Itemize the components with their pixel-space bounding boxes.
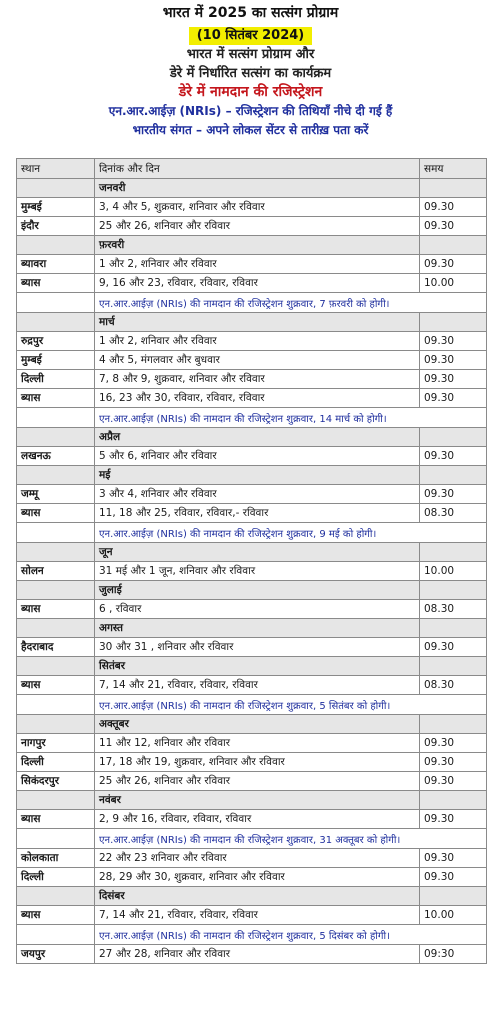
nri-registration-row [17, 829, 487, 849]
nri-registration-note: एन.आर.आईज़ (NRIs) की नामदान की रजिस्ट्रेशन शुक्रवार, 9 मई को होगी। [95, 523, 487, 543]
table-row [17, 734, 487, 753]
month-row [17, 543, 487, 562]
month-row [17, 887, 487, 906]
month-row [17, 236, 487, 255]
nri-registration-note: एन.आर.आईज़ (NRIs) की नामदान की रजिस्ट्रेशन शुक्रवार, 7 फ़रवरी को होगी। [95, 293, 487, 313]
nri-registration-note: एन.आर.आईज़ (NRIs) की नामदान की रजिस्ट्रेशन शुक्रवार, 14 मार्च को होगी। [95, 408, 487, 428]
time-cell: 09.30 [420, 810, 487, 829]
month-spacer [17, 657, 95, 676]
place-cell: दिल्ली [17, 753, 95, 772]
month-label: सितंबर [95, 657, 420, 676]
nri-registration-row [17, 293, 487, 313]
month-row [17, 428, 487, 447]
place-cell: मुम्बई [17, 351, 95, 370]
month-spacer [17, 887, 95, 906]
month-spacer [17, 428, 95, 447]
month-row [17, 619, 487, 638]
date-cell: 1 और 2, शनिवार और रविवार [95, 255, 420, 274]
place-cell: ब्यास [17, 504, 95, 523]
date-cell: 16, 23 और 30, रविवार, रविवार, रविवार [95, 389, 420, 408]
place-cell: दिल्ली [17, 370, 95, 389]
table-row [17, 810, 487, 829]
time-cell: 09:30 [420, 945, 487, 964]
month-row [17, 313, 487, 332]
place-cell: सोलन [17, 562, 95, 581]
month-spacer [17, 313, 95, 332]
month-label: मई [95, 466, 420, 485]
place-cell: रुद्रपुर [17, 332, 95, 351]
date-cell: 4 और 5, मंगलवार और बुधवार [95, 351, 420, 370]
date-cell: 28, 29 और 30, शुक्रवार, शनिवार और रविवार [95, 868, 420, 887]
month-label: अगस्त [95, 619, 420, 638]
month-row [17, 466, 487, 485]
schedule-table [16, 158, 487, 964]
month-spacer [420, 179, 487, 198]
date-cell: 27 और 28, शनिवार और रविवार [95, 945, 420, 964]
table-row [17, 906, 487, 925]
time-cell: 08.30 [420, 676, 487, 695]
month-spacer [420, 581, 487, 600]
month-spacer [420, 791, 487, 810]
table-row [17, 274, 487, 293]
month-spacer [17, 179, 95, 198]
date-cell: 31 मई और 1 जून, शनिवार और रविवार [95, 562, 420, 581]
place-cell: हैदराबाद [17, 638, 95, 657]
date-cell: 25 और 26, शनिवार और रविवार [95, 217, 420, 236]
table-row [17, 504, 487, 523]
time-cell: 09.30 [420, 332, 487, 351]
month-label: जून [95, 543, 420, 562]
time-cell: 09.30 [420, 734, 487, 753]
nri-spacer [17, 293, 95, 313]
table-row [17, 753, 487, 772]
subtitle-line-2: डेरे में निर्धारित सत्संग का कार्यक्रम [169, 66, 332, 81]
document-header [0, 0, 501, 158]
table-row [17, 447, 487, 466]
month-spacer [420, 543, 487, 562]
time-cell: 09.30 [420, 447, 487, 466]
nri-spacer [17, 925, 95, 945]
date-cell: 3 और 4, शनिवार और रविवार [95, 485, 420, 504]
place-cell: ब्यास [17, 389, 95, 408]
table-row [17, 868, 487, 887]
header-date: दिनांक और दिन [95, 159, 420, 179]
date-cell: 6 , रविवार [95, 600, 420, 619]
month-spacer [420, 657, 487, 676]
table-row [17, 849, 487, 868]
table-header-row [17, 159, 487, 179]
time-cell: 09.30 [420, 868, 487, 887]
nri-spacer [17, 829, 95, 849]
time-cell: 09.30 [420, 753, 487, 772]
table-row [17, 389, 487, 408]
month-label: नवंबर [95, 791, 420, 810]
time-cell: 08.30 [420, 504, 487, 523]
date-cell: 30 और 31 , शनिवार और रविवार [95, 638, 420, 657]
month-spacer [17, 466, 95, 485]
date-cell: 7, 14 और 21, रविवार, रविवार, रविवार [95, 676, 420, 695]
month-label: जुलाई [95, 581, 420, 600]
table-row [17, 772, 487, 791]
date-badge: (10 सितंबर 2024) [189, 27, 313, 45]
table-row [17, 332, 487, 351]
month-spacer [420, 466, 487, 485]
month-spacer [17, 791, 95, 810]
month-spacer [420, 619, 487, 638]
table-row [17, 351, 487, 370]
indian-sangat-note: भारतीय संगत – अपने लोकल सेंटर से तारीख़ पता करें [132, 123, 369, 137]
place-cell: कोलकाता [17, 849, 95, 868]
registration-heading: डेरे में नामदान की रजिस्ट्रेशन [178, 84, 323, 100]
month-spacer [17, 715, 95, 734]
month-label: दिसंबर [95, 887, 420, 906]
month-row [17, 791, 487, 810]
nri-spacer [17, 695, 95, 715]
table-row [17, 600, 487, 619]
document-title: भारत में 2025 का सत्संग प्रोग्राम [162, 5, 339, 21]
table-row [17, 485, 487, 504]
time-cell: 09.30 [420, 370, 487, 389]
date-cell: 17, 18 और 19, शुक्रवार, शनिवार और रविवार [95, 753, 420, 772]
date-cell: 22 और 23 शनिवार और रविवार [95, 849, 420, 868]
place-cell: दिल्ली [17, 868, 95, 887]
date-cell: 2, 9 और 16, रविवार, रविवार, रविवार [95, 810, 420, 829]
nri-spacer [17, 523, 95, 543]
time-cell: 09.30 [420, 389, 487, 408]
place-cell: लखनऊ [17, 447, 95, 466]
place-cell: नागपुर [17, 734, 95, 753]
place-cell: ब्यावरा [17, 255, 95, 274]
date-cell: 11 और 12, शनिवार और रविवार [95, 734, 420, 753]
schedule-body [17, 179, 487, 964]
time-cell: 09.30 [420, 255, 487, 274]
month-spacer [420, 313, 487, 332]
nri-spacer [17, 408, 95, 428]
subtitle-line-1: भारत में सत्संग प्रोग्राम और [186, 47, 315, 62]
table-row [17, 198, 487, 217]
time-cell: 09.30 [420, 351, 487, 370]
date-cell: 7, 14 और 21, रविवार, रविवार, रविवार [95, 906, 420, 925]
place-cell: ब्यास [17, 676, 95, 695]
time-cell: 09.30 [420, 217, 487, 236]
place-cell: जयपुर [17, 945, 95, 964]
month-spacer [420, 236, 487, 255]
table-row [17, 255, 487, 274]
nri-registration-note: एन.आर.आईज़ (NRIs) की नामदान की रजिस्ट्रेशन शुक्रवार, 5 दिसंबर को होगी। [95, 925, 487, 945]
date-cell: 5 और 6, शनिवार और रविवार [95, 447, 420, 466]
nri-registration-row [17, 523, 487, 543]
nri-registration-row [17, 925, 487, 945]
time-cell: 09.30 [420, 485, 487, 504]
place-cell: ब्यास [17, 810, 95, 829]
month-spacer [17, 581, 95, 600]
nri-registration-note: एन.आर.आईज़ (NRIs) की नामदान की रजिस्ट्रेशन शुक्रवार, 31 अक्तूबर को होगी। [95, 829, 487, 849]
month-label: अक्तूबर [95, 715, 420, 734]
month-label: फ़रवरी [95, 236, 420, 255]
month-row [17, 657, 487, 676]
place-cell: जम्मू [17, 485, 95, 504]
time-cell: 09.30 [420, 849, 487, 868]
month-spacer [420, 715, 487, 734]
place-cell: सिकंदरपुर [17, 772, 95, 791]
month-spacer [17, 236, 95, 255]
time-cell: 08.30 [420, 600, 487, 619]
table-row [17, 562, 487, 581]
place-cell: ब्यास [17, 600, 95, 619]
date-cell: 3, 4 और 5, शुक्रवार, शनिवार और रविवार [95, 198, 420, 217]
header-time: समय [420, 159, 487, 179]
date-cell: 9, 16 और 23, रविवार, रविवार, रविवार [95, 274, 420, 293]
time-cell: 10.00 [420, 562, 487, 581]
date-cell: 7, 8 और 9, शुक्रवार, शनिवार और रविवार [95, 370, 420, 389]
month-spacer [420, 428, 487, 447]
table-row [17, 945, 487, 964]
table-row [17, 370, 487, 389]
date-cell: 25 और 26, शनिवार और रविवार [95, 772, 420, 791]
time-cell: 09.30 [420, 198, 487, 217]
time-cell: 10.00 [420, 274, 487, 293]
date-line [0, 23, 501, 45]
place-cell: ब्यास [17, 906, 95, 925]
time-cell: 10.00 [420, 906, 487, 925]
nri-registration-note: एन.आर.आईज़ (NRIs) की नामदान की रजिस्ट्रेशन शुक्रवार, 5 सितंबर को होगी। [95, 695, 487, 715]
month-row [17, 581, 487, 600]
month-label: अप्रैल [95, 428, 420, 447]
time-cell: 09.30 [420, 772, 487, 791]
place-cell: इंदौर [17, 217, 95, 236]
header-place: स्थान [17, 159, 95, 179]
nri-registration-row [17, 408, 487, 428]
nri-note: एन.आर.आईज़ (NRIs) – रजिस्ट्रेशन की तिथियाँ नीचे दी गई हैं [108, 104, 393, 118]
month-spacer [17, 619, 95, 638]
month-row [17, 179, 487, 198]
date-cell: 1 और 2, शनिवार और रविवार [95, 332, 420, 351]
month-label: जनवरी [95, 179, 420, 198]
time-cell: 09.30 [420, 638, 487, 657]
month-label: मार्च [95, 313, 420, 332]
table-row [17, 676, 487, 695]
place-cell: ब्यास [17, 274, 95, 293]
month-row [17, 715, 487, 734]
date-cell: 11, 18 और 25, रविवार, रविवार,- रविवार [95, 504, 420, 523]
nri-registration-row [17, 695, 487, 715]
table-row [17, 217, 487, 236]
table-row [17, 638, 487, 657]
month-spacer [17, 543, 95, 562]
month-spacer [420, 887, 487, 906]
place-cell: मुम्बई [17, 198, 95, 217]
